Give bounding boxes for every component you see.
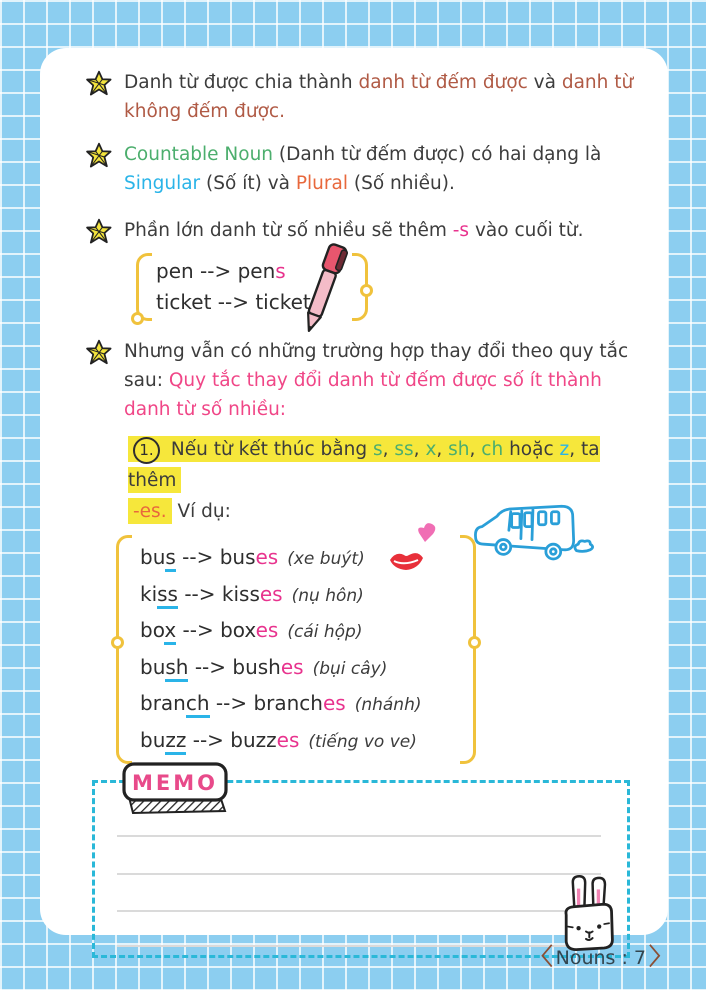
body-text: Phần lớn danh từ số nhiều sẽ thêm	[124, 220, 453, 241]
right-angle-icon: 〉	[649, 944, 672, 970]
section-countable-noun	[84, 140, 640, 198]
example-row	[140, 723, 452, 760]
page-footer	[530, 946, 672, 969]
word-stem: bu	[140, 654, 166, 679]
plural-ending: es	[255, 545, 279, 569]
star-bullet-icon	[84, 141, 114, 171]
plural-stem: branch	[253, 691, 323, 715]
rule-text: ,	[413, 439, 426, 460]
memo-label-text: MEMO	[132, 771, 218, 795]
bracket-knob	[468, 636, 481, 649]
memo-label-icon	[117, 759, 239, 817]
word-ending-underlined: x	[164, 618, 176, 645]
arrow-text: -->	[175, 545, 220, 569]
word-ending-underlined: sh	[165, 655, 188, 682]
term-plural: Plural	[295, 173, 348, 194]
plural-ending: es	[322, 691, 346, 715]
bus-icon	[470, 492, 594, 576]
body-text: (Số nhiều).	[347, 173, 455, 194]
example-row	[140, 613, 452, 650]
term-countable-noun: Countable Noun	[124, 144, 274, 165]
section-exception-rules	[84, 337, 640, 424]
word-stem: bu	[140, 727, 166, 752]
example-word: pen --> pen	[156, 259, 276, 283]
example-row	[140, 650, 452, 687]
rule-text: ,	[382, 439, 395, 460]
body-text: (Số ít) và	[200, 173, 296, 194]
plural-stem: bus	[219, 545, 256, 569]
word-ending-underlined: ss	[157, 582, 178, 609]
vietnamese-translation: (nhánh)	[354, 695, 422, 715]
rule-1-line-1	[128, 434, 640, 496]
bracket-knob	[111, 636, 124, 649]
plural-ending: es	[255, 618, 279, 642]
star-bullet-icon	[84, 217, 114, 247]
section-text	[124, 68, 640, 126]
plural-ending: s	[275, 259, 286, 283]
memo-box	[92, 771, 630, 958]
arrow-text: -->	[209, 691, 254, 715]
rule-text: ,	[469, 439, 482, 460]
plural-stem: kiss	[221, 581, 260, 606]
section-text	[124, 140, 640, 198]
ending-s: s	[372, 439, 383, 460]
rule-text: Ví dụ:	[171, 501, 231, 522]
word-ending-underlined: ch	[186, 691, 210, 718]
word-stem: bu	[140, 545, 166, 569]
word-stem: ki	[140, 581, 158, 606]
ending-ch: ch	[481, 439, 504, 460]
star-bullet-icon	[84, 338, 114, 368]
rule-text: hoặc	[503, 439, 560, 460]
example-word: ticket --> ticket	[156, 290, 311, 314]
section-text	[124, 337, 640, 424]
pen-icon	[293, 240, 357, 342]
memo-ruled-line	[117, 910, 601, 912]
body-text: vào cuối từ.	[469, 220, 584, 241]
term-uncountable-vn: danh từ không đếm được.	[124, 72, 634, 122]
plural-ending: es	[280, 654, 304, 679]
lips-heart-icon	[384, 518, 444, 586]
body-text: Nhưng vẫn có những trường hợp thay đổi theo quy tắc sau:	[124, 341, 629, 391]
section-text	[124, 216, 640, 247]
left-angle-icon: 〈	[529, 944, 553, 970]
example-row	[140, 686, 452, 723]
vietnamese-translation: (tiếng vo ve)	[308, 731, 417, 752]
bracket-knob	[360, 284, 373, 297]
suffix-s: -s	[452, 220, 470, 241]
rule-text: Nếu từ kết thúc bằng	[165, 439, 373, 460]
plural-stem: buzz	[230, 727, 277, 752]
word-ending-underlined: zz	[165, 728, 186, 755]
arrow-text: -->	[188, 654, 233, 679]
term-countable-vn: danh từ đếm được	[358, 72, 528, 93]
section-noun-types	[84, 68, 640, 126]
arrow-text: -->	[186, 727, 231, 752]
plural-stem: box	[220, 618, 256, 642]
body-text: Danh từ được chia thành	[124, 72, 359, 93]
rule-text: ,	[436, 439, 449, 460]
word-stem: bran	[140, 691, 186, 715]
rule-text: , ta thêm	[128, 439, 600, 491]
vietnamese-translation: (bụi cây)	[312, 658, 388, 679]
body-text: (Danh từ đếm được) có hai dạng là	[273, 144, 602, 165]
arrow-text: -->	[177, 581, 222, 606]
arrow-text: -->	[176, 618, 221, 642]
vietnamese-translation: (xe buýt)	[287, 549, 365, 569]
vietnamese-translation: (cái hộp)	[287, 622, 363, 642]
ending-x: x	[425, 439, 437, 460]
suffix-es: -es.	[128, 498, 172, 524]
page-number-label: Nouns : 7	[555, 946, 646, 969]
star-bullet-icon	[84, 69, 114, 99]
term-singular: Singular	[124, 173, 201, 194]
word-stem: bo	[140, 618, 165, 642]
plural-ending: es	[259, 581, 283, 606]
body-text: và	[527, 72, 562, 93]
vietnamese-translation: (nụ hôn)	[291, 585, 364, 606]
memo-ruled-line	[117, 945, 601, 947]
rule-heading: Quy tắc thay đổi danh từ đếm được số ít thành danh từ số nhiều:	[124, 370, 602, 420]
section-add-s-rule	[84, 216, 640, 247]
memo-ruled-line	[117, 835, 601, 837]
ending-ss: ss	[394, 439, 414, 460]
book-page	[40, 48, 668, 935]
plural-ending: es	[276, 727, 300, 752]
word-ending-underlined: s	[165, 545, 175, 572]
plural-stem: bush	[232, 654, 281, 679]
memo-ruled-line	[117, 873, 601, 875]
ending-sh: sh	[448, 439, 470, 460]
ending-z: z	[559, 439, 570, 460]
bracket-knob	[131, 312, 144, 325]
rule-number-badge: 1.	[133, 437, 160, 464]
